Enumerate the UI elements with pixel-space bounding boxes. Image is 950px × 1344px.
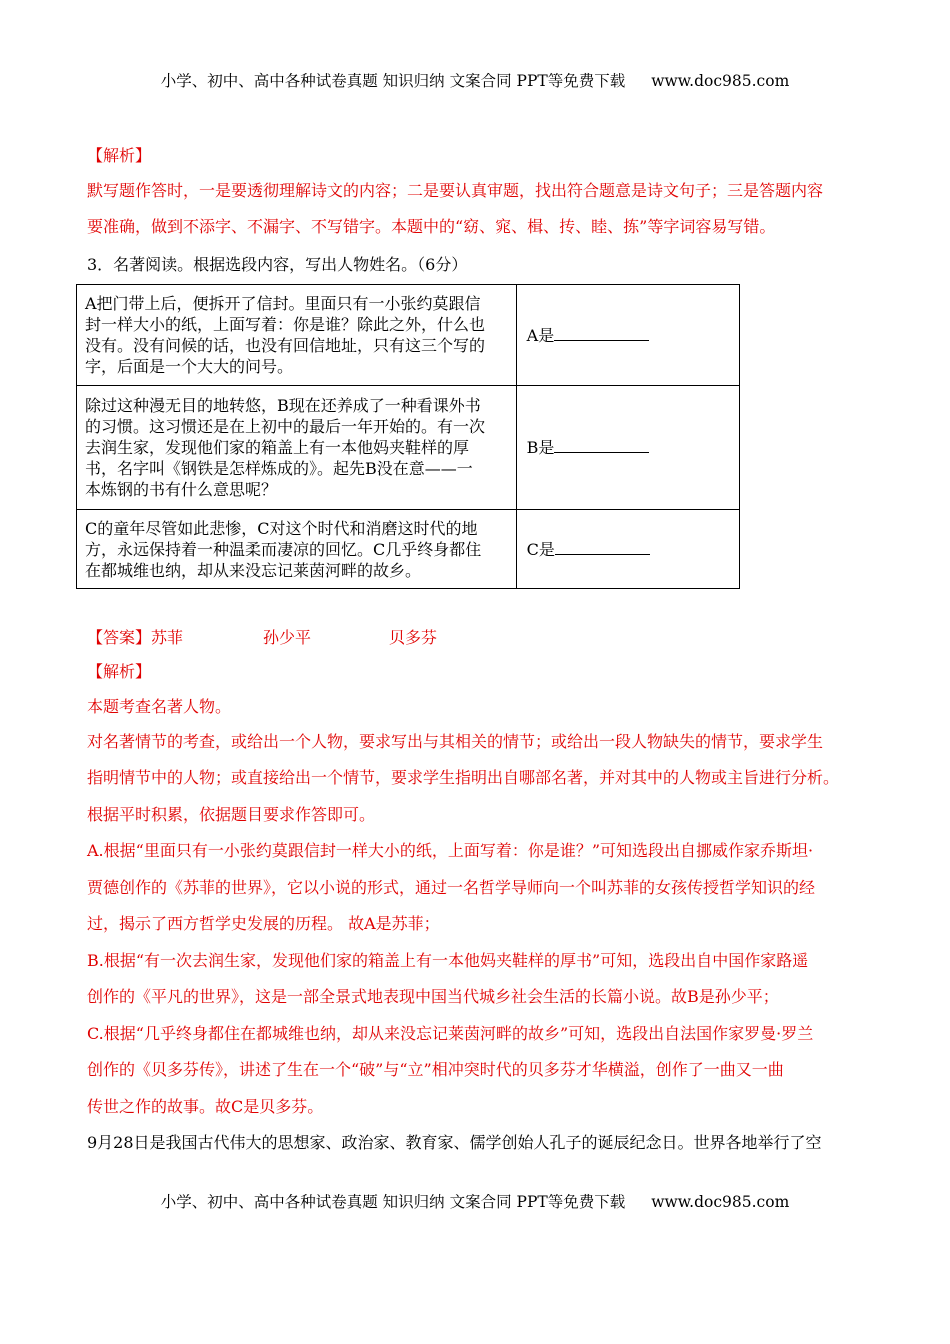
answer-cell-a [516, 285, 739, 386]
analysis-2-line-2: 对名著情节的考查，或给出一个人物，要求写出与其相关的情节；或给出一段人物缺失的情节，要求学生 [87, 732, 824, 751]
passage-a [77, 285, 517, 386]
passage-line: 方，永远保持着一种温柔而凄凉的回忆。C几乎终身都住 [85, 539, 482, 559]
answer-label-c: C是 [526, 539, 555, 559]
passage-line: A把门带上后，便拆开了信封。里面只有一小张约莫跟信 [85, 294, 481, 313]
answer-label-a: A是 [526, 325, 555, 345]
analysis-2-line-4: 根据平时积累，依据题目要求作答即可。 [87, 805, 376, 824]
answer-cell-b [516, 386, 739, 510]
analysis-1-line-1: 默写题作答时，一是要透彻理解诗文的内容；二是要认真审题，找出符合题意是诗文句子；三是答题内容 [87, 181, 824, 200]
passage-line: 字，后面是一个大大的问号。 [85, 357, 294, 376]
question-3-title: 3．名著阅读。根据选段内容，写出人物姓名。（6分） [87, 255, 468, 274]
answer-label: 【答案】 [87, 628, 152, 647]
header-url[interactable]: www.doc985.com [651, 72, 790, 90]
answer-line [87, 628, 437, 648]
answer-value-c: 贝多芬 [389, 628, 438, 647]
passage-c [77, 510, 517, 589]
passage-line: 封一样大小的纸，上面写着：你是谁？除此之外，什么也 [85, 315, 486, 334]
analysis-2-line-3: 指明情节中的人物；或直接给出一个情节，要求学生指明出自哪部名著，并对其中的人物或主旨进行分析。 [87, 768, 840, 787]
table-row [77, 285, 740, 386]
analysis-2-line-11: 创作的《贝多芬传》，讲述了生在一个“破”与“立”相冲突时代的贝多芬才华横溢，创作了一曲又一曲 [87, 1060, 784, 1079]
answer-blank-b[interactable] [554, 438, 649, 453]
analysis-2-line-9: 创作的《平凡的世界》，这是一部全景式地表现中国当代城乡社会生活的长篇小说。故B是孙少平； [87, 987, 779, 1006]
footer-text: 小学、初中、高中各种试卷真题 知识归纳 文案合同 PPT等免费下载 [160, 1193, 626, 1211]
analysis-2-line-10: C.根据“几乎终身都住在都城维也纳，却从来没忘记莱茵河畔的故乡”可知，选段出自法国作家罗曼·罗兰 [87, 1024, 814, 1043]
answer-cell-c [516, 510, 739, 589]
header-text: 小学、初中、高中各种试卷真题 知识归纳 文案合同 PPT等免费下载 [160, 72, 626, 90]
next-question-paragraph: 9月28日是我国古代伟大的思想家、政治家、教育家、儒学创始人孔子的诞辰纪念日。世界各地举行了空 [87, 1133, 822, 1152]
answer-blank-a[interactable] [554, 326, 649, 341]
passage-line: 在都城维也纳，却从来没忘记莱茵河畔的故乡。 [85, 560, 422, 580]
analysis-1-line-2: 要准确，做到不添字、不漏字、不写错字。本题中的“窈、窕、楫、抟、睦、拣”等字词容易写错。 [87, 217, 776, 236]
analysis-2-line-5: A.根据“里面只有一小张约莫跟信封一样大小的纸，上面写着：你是谁？”可知选段出自挪威作家乔斯坦· [87, 841, 814, 860]
answer-value-b: 孙少平 [263, 628, 312, 647]
analysis-2-line-6: 贾德创作的《苏菲的世界》，它以小说的形式，通过一名哲学导师向一个叫苏菲的女孩传授哲学知识的经 [87, 878, 816, 897]
answer-blank-c[interactable] [555, 540, 650, 555]
passage-line: 去润生家，发现他们家的箱盖上有一本他妈夹鞋样的厚 [85, 438, 470, 457]
page-header [0, 69, 950, 91]
passage-line: 没有。没有问候的话，也没有回信地址，只有这三个写的 [85, 336, 486, 355]
analysis-label-1: 【解析】 [87, 146, 152, 165]
analysis-label-2: 【解析】 [87, 662, 152, 681]
analysis-2-line-12: 传世之作的故事。故C是贝多芬。 [87, 1097, 324, 1116]
analysis-2-line-8: B.根据“有一次去润生家，发现他们家的箱盖上有一本他妈夹鞋样的厚书”可知，选段出自中国作家路遥 [87, 951, 809, 970]
passage-line: C的童年尽管如此悲惨，C对这个时代和消磨这时代的地 [85, 518, 478, 538]
table-row [77, 510, 740, 589]
question-3-table [76, 284, 740, 589]
footer-url[interactable]: www.doc985.com [651, 1193, 790, 1211]
analysis-2-line-1: 本题考查名著人物。 [87, 697, 232, 716]
passage-line: 除过这种漫无目的地转悠，B现在还养成了一种看课外书 [85, 396, 481, 415]
passage-line: 的习惯。这习惯还是在上初中的最后一年开始的。有一次 [85, 417, 486, 436]
passage-line: 书，名字叫《钢铁是怎样炼成的》。起先B没在意——一 [85, 459, 473, 478]
answer-value-a: 苏菲 [151, 628, 184, 647]
passage-line: 本炼钢的书有什么意思呢？ [85, 480, 278, 499]
answer-label-b: B是 [526, 438, 555, 457]
passage-b [77, 386, 517, 510]
table-row [77, 386, 740, 510]
page-footer [0, 1190, 950, 1212]
analysis-2-line-7: 过，揭示了西方哲学史发展的历程。 故A是苏菲； [87, 914, 440, 933]
